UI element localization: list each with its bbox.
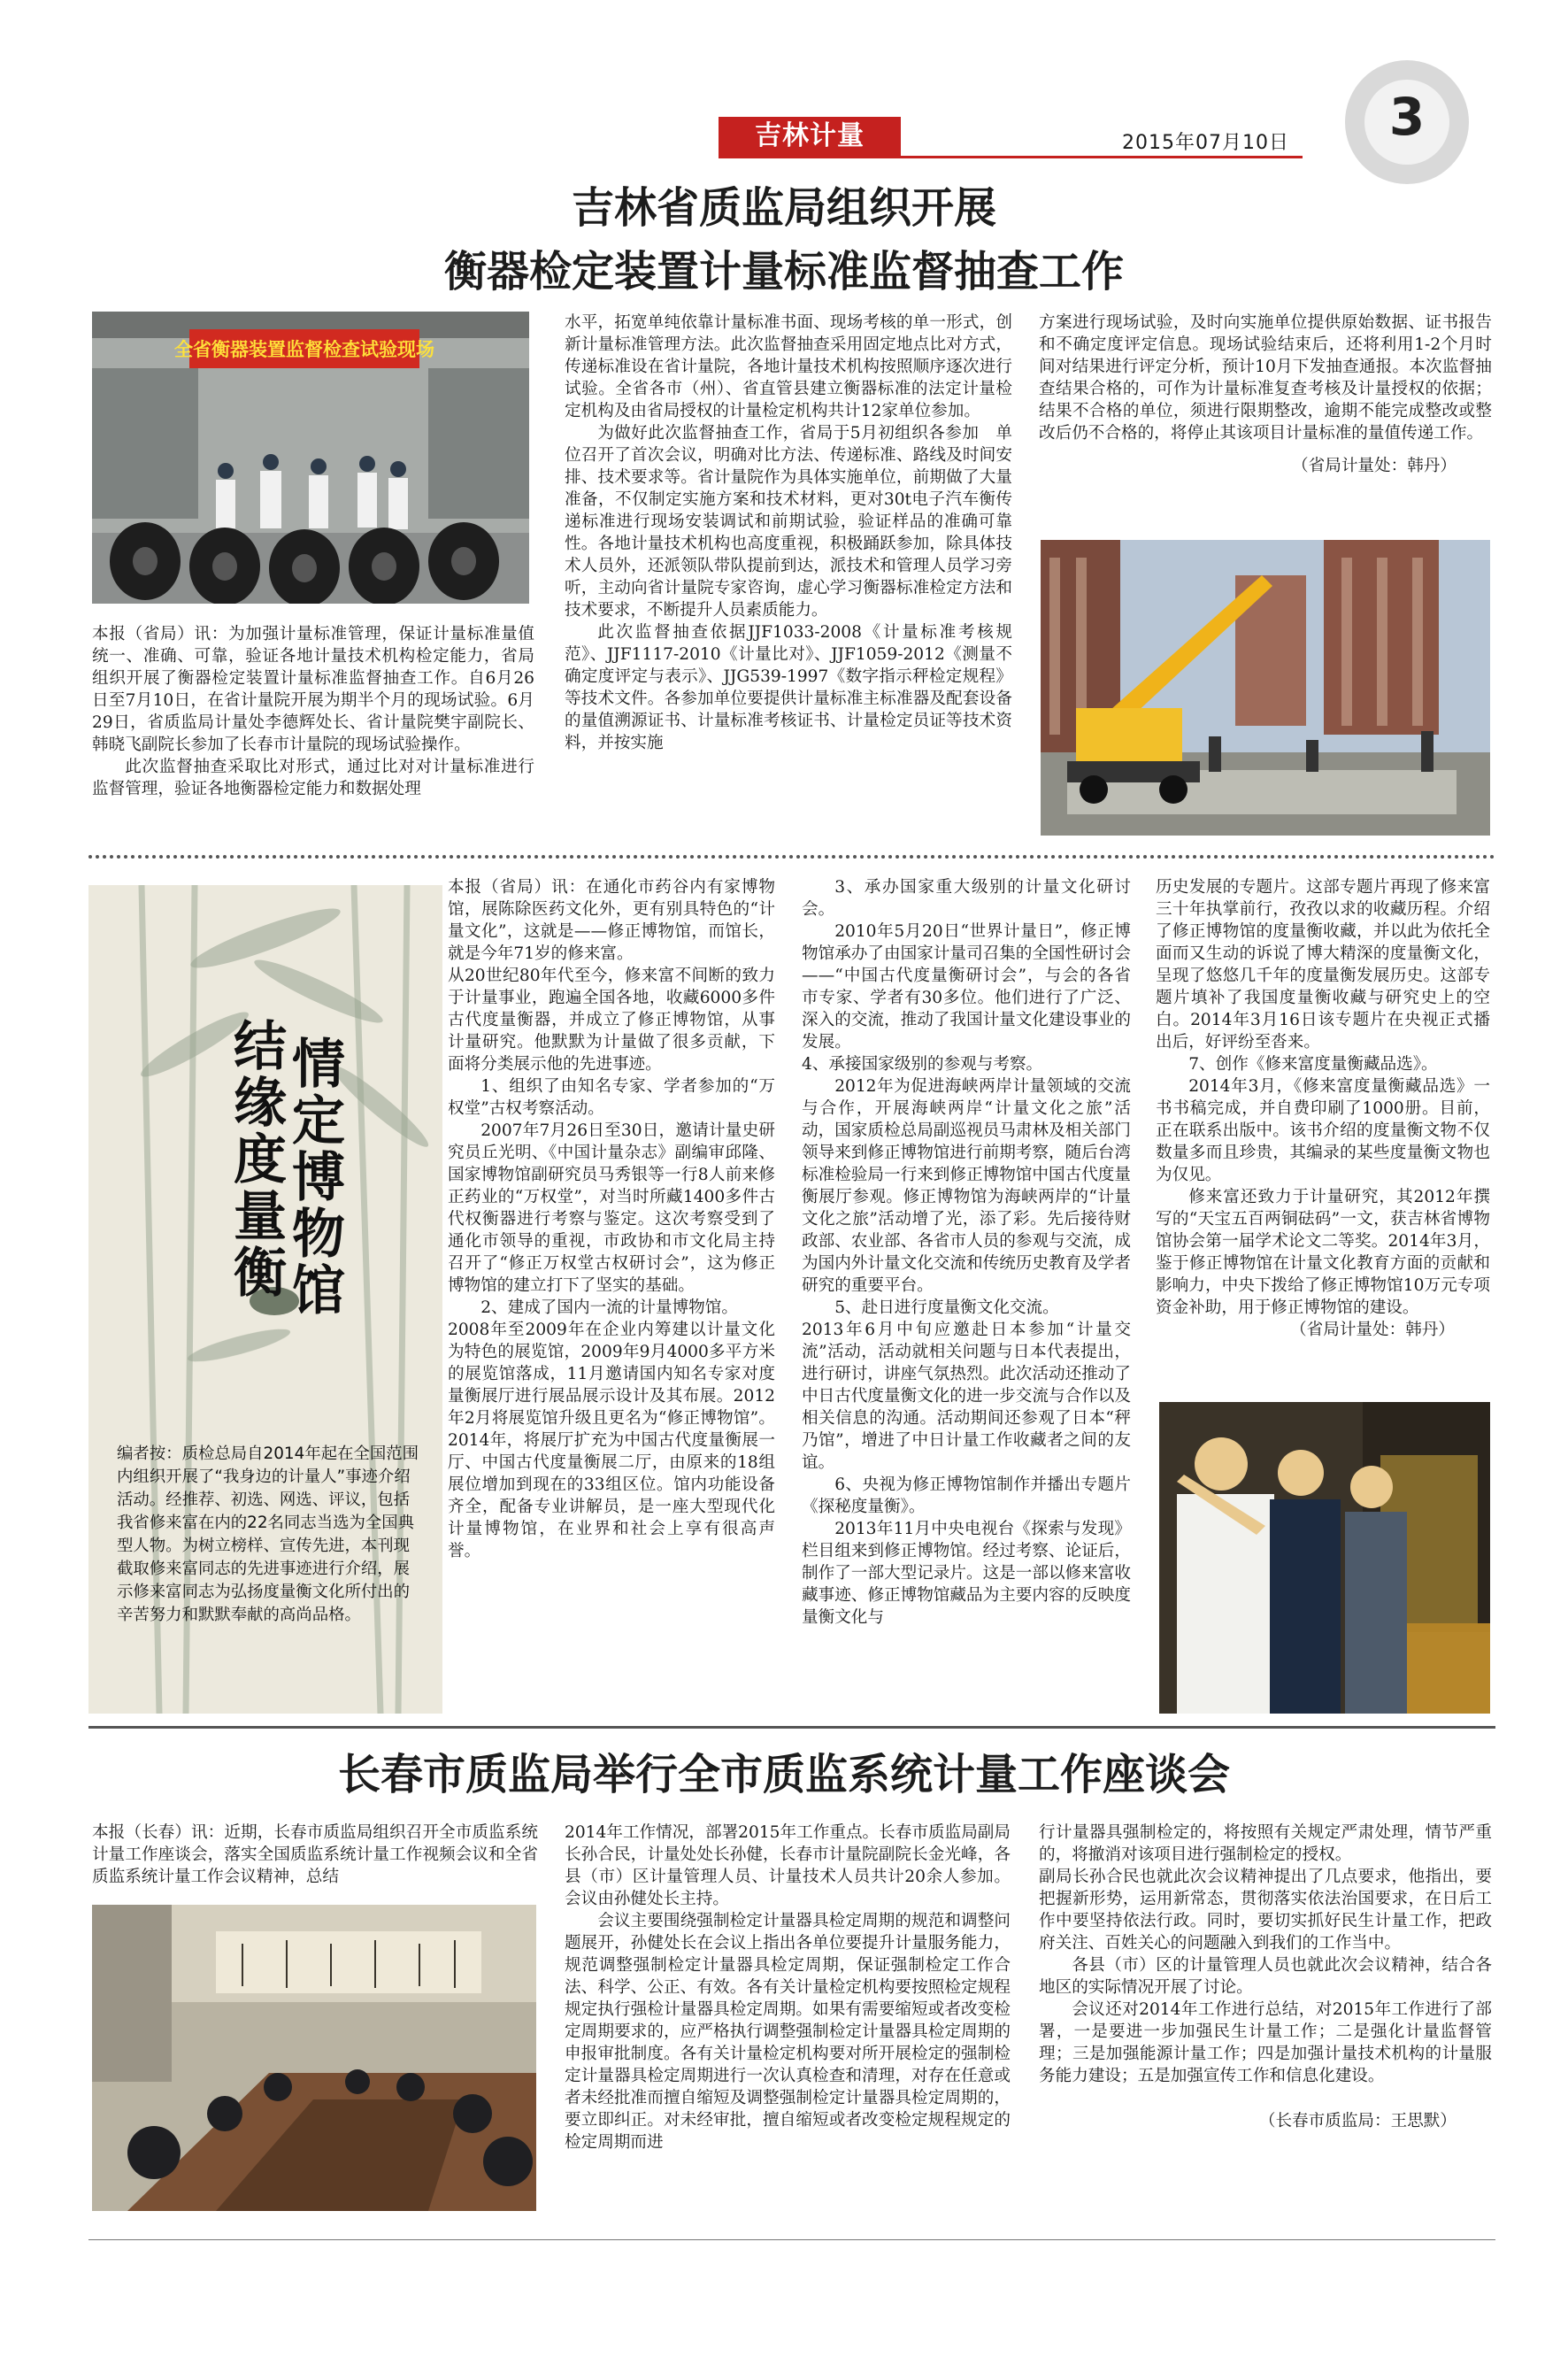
article1-photo-banner: 全省衡器装置监督检查试验现场 [174,339,434,360]
article1-byline: （省局计量处：韩丹） [1292,457,1457,475]
article2-column2 [802,876,1131,1629]
article2-paragraph: 7、创作《修来富度量衡藏品选》。 [1188,1055,1438,1074]
article2-title-left: 结缘度量衡 [225,1018,287,1301]
article2-paragraph: 2014年3月，《修来富度量衡藏品选》一书书稿完成，并自费印刷了1000册。目前，正在联系出版中。该书介绍的度量衡文物不仅数量多而且珍贵，其编录的某些度量衡文物也为仅见。 [1156,1077,1490,1184]
article1-column2 [565,312,1012,754]
article3-paragraph: 会议还对2014年工作进行总结，对2015年工作进行了部署，一是要进一步加强民生计量工作；二是强化计量监督管理；三是加强能源计量工作；四是加强计量技术机构的计量服务能力建设；五是加强宣传工作和信息化建设。 [1039,2000,1492,2085]
article2-sidebar [88,885,442,1714]
article1-photo-inspection-site [92,312,529,604]
article2-paragraph: 1、组织了由知名专家、学者参加的“万权堂”古权考察活动。 [448,1077,775,1118]
article1-paragraph: 水平，拓宽单纯依靠计量标准书面、现场考核的单一形式，创新计量标准管理方法。此次监督抽查采用固定地点比对方式，传递标准设在省计量院，各地计量技术机构按照顺序逐次进行试验。全省各市（州）、省直管县建立衡器标准的法定计量检定机构及由省局授权的计量检定机构共计12家单位参加。 [565,313,1012,420]
article3-paragraph: 各县（市）区的计量管理人员也就此次会议精神，结合各地区的实际情况开展了讨论。 [1039,1956,1492,1997]
editor-note: 编者按：质检总局自2014年起在全国范围内组织开展了“我身边的计量人”事迹介绍活动。经推荐、初选、网选、评议，包括我省修来富在内的22名同志当选为全国典型人物。为树立榜样、宣传先进，本刊现截取修来富同志的先进事迹进行介绍，展示修来富同志为弘扬度量衡文化所付出的辛苦努力和默默奉献的高尚品格。 [117,1444,419,1624]
article1-headline-line2: 衡器检定装置计量标准监督抽查工作 [443,247,1124,297]
article2-byline: （省局计量处：韩丹） [1290,1321,1455,1339]
article2-paragraph: 历史发展的专题片。这部专题片再现了修来富三十年执掌前行，孜孜以求的收藏历程。介绍了修正博物馆的度量衡收藏，并以此为依托全面而又生动的诉说了博大精深的度量衡文化，呈现了悠悠几千年的度量衡发展历史。这部专题片填补了我国度量衡收藏与研究史上的空白。2014年3月16日该专题片在央视正式播出后，好评纷至沓来。 [1156,878,1490,1052]
article1-photo-truck-crane [1041,540,1490,836]
article3-paragraph: 2014年工作情况，部署2015年工作重点。长春市质监局副局长孙合民，计量处处长孙健，长春市计量院副院长金光峰，各县（市）区计量管理人员、计量技术人员共计20余人参加。会议由孙健处长主持。 [565,1823,1011,1908]
article3-column1 [92,1822,538,1888]
article3-paragraph: 副局长孙合民也就此次会议精神提出了几点要求，他指出，要把握新形势，运用新常态，贯彻落实依法治国要求，在日后工作中要坚持依法行政。同时，要切实抓好民生计量工作，把政府关注、百姓关心的问题融入到我们的工作当中。 [1039,1868,1492,1953]
page-bottom-rule [88,2239,1495,2240]
article2-paragraph: 2013年11月中央电视台《探索与发现》栏目组来到修正博物馆。经过考察、论证后，制作了一部大型记录片。这是一部以修来富收藏事迹、修正博物馆藏品为主要内容的反映度量衡文化与 [802,1520,1131,1627]
article2-paragraph: 2012年为促进海峡两岸计量领域的交流与合作，开展海峡两岸“计量文化之旅”活动，国家质检总局副巡视员马肃林及相关部门领导来到修正博物馆进行前期考察，随后台湾标准检验局一行来到修正博物馆中国古代度量衡展厅参观。修正博物馆为海峡两岸的“计量文化之旅”活动增了光，添了彩。先后接待财政部、农业部、各省市人员的参观与交流，成为国内外计量文化交流和传统历史教育及学者研究的重要平台。 [802,1077,1131,1295]
article3-photo-meeting [92,1905,536,2211]
article2-paragraph: 2013年6月中旬应邀赴日本参加“计量交流”活动，活动就相关问题与日本代表提出，进行研讨，讲座气氛热烈。此次活动还推动了中日古代度量衡文化的进一步交流与合作以及相关信息的沟通。活动期间还参观了日本“秤乃馆”，增进了中日计量工作收藏者之间的友谊。 [802,1321,1131,1472]
article1-paragraph: 本报（省局）讯：为加强计量标准管理，保证计量标准量值统一、准确、可靠，验证各地计量技术机构检定能力，省局组织开展了衡器检定装置计量标准监督抽查工作。自6月26日至7月10日，在省计量院开展为期半个月的现场试验。6月29日，省质监局计量处李德辉处长、省计量院樊宇副院长、韩晓飞副院长参加了长春市计量院的现场试验操作。 [92,625,534,754]
article1-headline-line1: 吉林省质监局组织开展 [571,183,996,233]
article3-column3 [1039,1822,1492,2132]
masthead-rule [719,156,1303,158]
article3-headline: 长春市质监局举行全市质监系统计量工作座谈会 [337,1750,1230,1799]
section-name: 吉林计量 [719,117,901,156]
article1-paragraph: 为做好此次监督抽查工作，省局于5月初组织各参加 单位召开了首次会议，明确对比方法、传递标准、路线及时间安排、技术要求等。省计量院作为具体实施单位，前期做了大量准备，不仅制定实施方案和技术材料，更对30t电子汽车衡传递标准进行现场安装调试和前期试验，验证样品的准确可靠性。各地计量技术机构也高度重视，积极踊跃参加，除具体技术人员外，还派领队带队提前到达，派技术和管理人员学习旁听，主动向省计量院专家咨询，虚心学习衡器标准检定方法和技术要求，不断提升人员素质能力。 [565,424,1012,620]
article2-paragraph: 修来富还致力于计量研究，其2012年撰写的“天宝五百两铜砝码”一文，获吉林省博物馆协会第一届学术论文二等奖。2014年3月，鉴于修正博物馆在计量文化教育方面的贡献和影响力，中央下拨给了修正博物馆10万元专项资金补助，用于修正博物馆的建设。 [1156,1188,1490,1317]
article2-column1 [448,876,775,1562]
article1-paragraph: 方案进行现场试验，及时向实施单位提供原始数据、证书报告和不确定度评定信息。现场试验结束后，还将利用1-2个月时间对结果进行评定分析，预计10月下发抽查通报。本次监督抽查结果合格的，可作为计量标准复查考核及计量授权的依据；结果不合格的单位，须进行限期整改，逾期不能完成整改或整改后仍不合格的，将停止其该项目计量标准的量值传递工作。 [1039,313,1492,443]
article2-paragraph: 本报（省局）讯：在通化市药谷内有家博物馆，展陈除医药文化外，更有别具特色的“计量文化”，这就是——修正博物馆，而馆长，就是今年71岁的修来富。 [448,878,775,963]
article2-column3 [1156,876,1490,1341]
article2-paragraph: 5、赴日进行度量衡文化交流。 [834,1298,1059,1317]
article3-paragraph: 本报（长春）讯：近期，长春市质监局组织召开全市质监系统计量工作座谈会，落实全国质监系统计量工作视频会议和全省质监系统计量工作会议精神，总结 [92,1823,538,1886]
article2-paragraph: 2007年7月26日至30日，邀请计量史研究员丘光明、《中国计量杂志》副编审邱隆、国家博物馆副研究员马秀银等一行8人前来修正药业的“万权堂”，对当时所藏1400多件古代权衡器进行考察与鉴定。这次考察受到了通化市领导的重视，市政协和市文化局主持召开了“修正万权堂古权研讨会”，这为修正博物馆的建立打下了坚实的基础。 [448,1121,775,1295]
section-divider [88,1726,1495,1729]
article2-paragraph: 从20世纪80年代至今，修来富不间断的致力于计量事业，跑遍全国各地，收藏6000多件古代度量衡器，并成立了修正博物馆，从事计量研究。他默默为计量做了很多贡献，下面将分类展示他的先进事迹。 [448,967,775,1074]
article2-paragraph: 2010年5月20日“世界计量日”，修正博物馆承办了由国家计量司召集的全国性研讨会——“中国古代度量衡研讨会”，与会的各省市专家、学者有30多位。他们进行了广泛、深入的交流，推动了我国计量文化建设事业的发展。 [802,922,1131,1052]
article2-paragraph: 3、承办国家重大级别的计量文化研讨会。 [802,878,1131,919]
issue-date: 2015年07月10日 [1122,132,1289,154]
article2-paragraph: 2008年至2009年在企业内筹建以计量文化为特色的展览馆，2009年9月4000多平方米的展览馆落成，11月邀请国内知名专家对度量衡展厅进行展品展示设计及其布展。2012年2月将展览馆升级且更名为“修正博物馆”。2014年，将展厅扩充为中国古代度量衡展一厅、中国古代度量衡展二厅，由原来的18组展位增加到现在的33组区位。馆内功能设备齐全，配备专业讲解员，是一座大型现代化计量博物馆，在业界和社会上享有很高声誉。 [448,1321,775,1560]
page-number: 3 [1388,87,1426,147]
article2-paragraph: 4、承接国家级别的参观与考察。 [802,1055,1043,1074]
page-number-badge [1345,60,1469,184]
article1-column1 [92,623,534,800]
article1-column3 [1039,312,1492,477]
article3-paragraph: 会议主要围绕强制检定计量器具检定周期的规范和调整问题展开，孙健处长在会议上指出各单位要提升计量服务能力，规范调整强制检定计量器具检定周期，保证强制检定工作合法、科学、公正、有效。各有关计量检定机构要按照检定规程规定执行强检计量器具检定周期。如果有需要缩短或者改变检定周期要求的，应严格执行调整强制检定计量器具检定周期的申报审批制度。各有关计量检定机构要对所开展检定的强制检定计量器具检定周期进行一次认真检查和清理，对存在任意或者未经批准而擅自缩短及调整强制检定计量器具检定周期的，要立即纠正。对未经审批，擅自缩短或者改变检定规程规定的检定周期而进 [565,1912,1011,2152]
article1-paragraph: 此次监督抽查依据JJF1033-2008《计量标准考核规范》、JJF1117-2010《计量比对》、JJF1059-2012《测量不确定度评定与表示》、JJG539-1997《数字指示秤检定规程》等技术文件。各参加单位要提供计量标准主标准器及配套设备的量值溯源证书、计量标准考核证书、计量检定员证等技术资料，并按实施 [565,623,1012,752]
article3-column2 [565,1822,1011,2153]
article2-photo-museum-visit [1159,1402,1490,1714]
article3-byline: （长春市质监局：王思默） [1258,2112,1457,2130]
article2-paragraph: 6、央视为修正博物馆制作并播出专题片《探秘度量衡》。 [802,1475,1131,1516]
section-divider [88,855,1495,859]
article3-paragraph: 行计量器具强制检定的，将按照有关规定严肃处理，情节严重的，将撤消对该项目进行强制检定的授权。 [1039,1823,1492,1864]
article2-paragraph: 2、建成了国内一流的计量博物馆。 [480,1298,738,1317]
article2-title-right: 情定博物馆 [283,1036,345,1319]
article1-paragraph: 此次监督抽查采取比对形式，通过比对对计量标准进行监督管理，验证各地衡器检定能力和数据处理 [92,758,534,798]
